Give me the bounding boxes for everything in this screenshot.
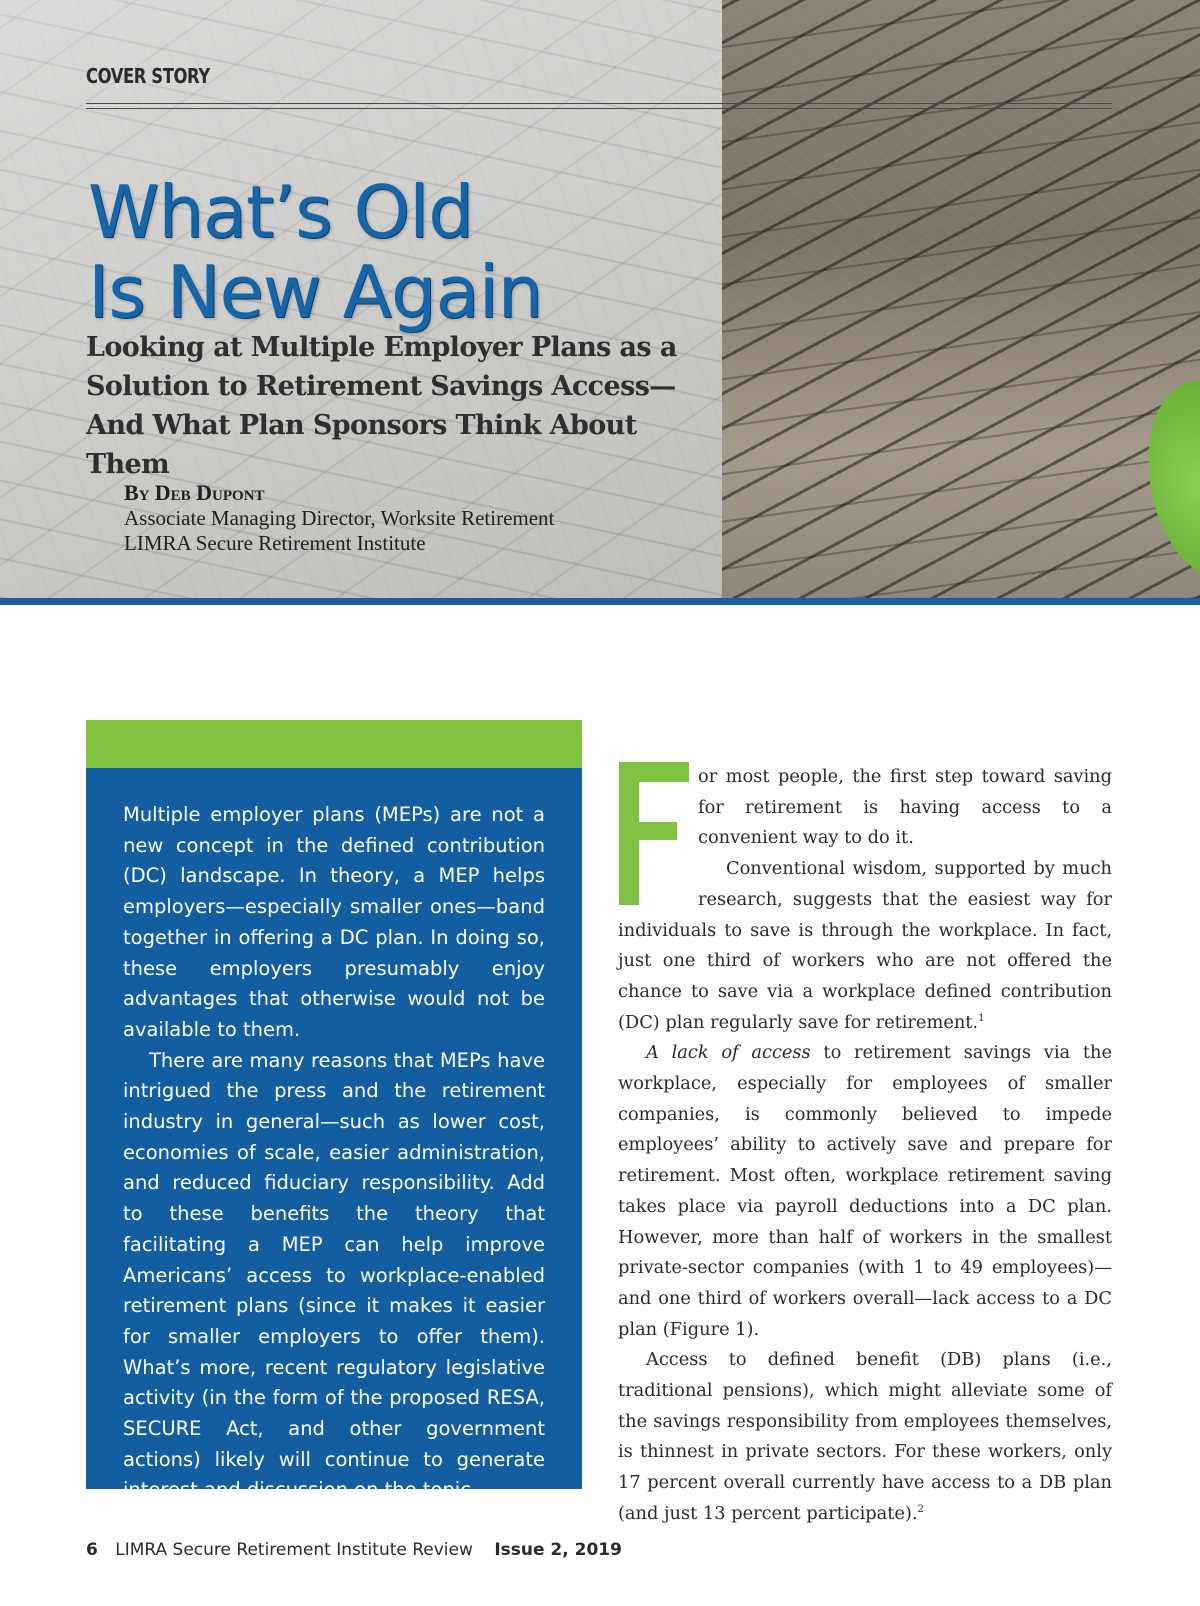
sidebar-paragraph: There are many reasons that MEPs have intrigued the press and the retirement industry in general—such as lower cost, economies of scale, easier administration, and reduced fiduciary responsibility. Add to these benefits the theory that facilitating a MEP can help improve Americans’ access to workplace-enabled retirement plans (since it makes it easier for smaller employers to offer them). What’s more, recent regulatory legislative activity (in the form of the proposed RESA, SECURE Act, and other government actions) likely will continue to generate interest and discussion on the topic. [123, 1048, 545, 1502]
body-text: Conventional wisdom, supported by much research, suggests that the easiest way for individuals to save is through the workplace. In fact, just one third of workers who are not offered the chance to save via a workplace defined contribution (DC) plan regularly save for retirement. [618, 858, 1112, 1033]
byline [124, 480, 554, 556]
page-footer [86, 1540, 622, 1560]
body-text: or most people, the first step toward saving for retirement is having access to a convenient way to do it. [698, 766, 1112, 849]
article-subtitle: Looking at Multiple Employer Plans as a Solution to Retirement Savings Access—And What Plan Sponsors Think About Them [86, 332, 677, 480]
page-number: 6 [86, 1540, 98, 1560]
title-line-1: What’s Old [88, 170, 473, 254]
byline-by: By [124, 480, 150, 505]
hero-banner [0, 0, 1200, 598]
author-role: Associate Managing Director, Worksite Retirement [124, 506, 555, 530]
footnote-ref: 2 [917, 1503, 924, 1515]
body-emphasis: A lack of access [646, 1042, 811, 1064]
drop-cap-space [618, 762, 698, 912]
sidebar-green-bar [86, 720, 582, 768]
author-name: Deb Dupont [154, 480, 265, 505]
kicker-rule [86, 103, 1112, 104]
publication-name: LIMRA Secure Retirement Institute Review [115, 1540, 473, 1560]
sidebar-text [123, 800, 545, 1506]
article-title [88, 172, 542, 332]
kicker-rule [86, 108, 1112, 109]
body-text: Access to defined benefit (DB) plans (i.e., traditional pensions), which might alleviate some of the savings responsibility from employees themselves, is thinnest in private sectors. For these workers, only 17 percent overall currently have access to a DB plan (and just 13 percent participate). [618, 1349, 1112, 1524]
footnote-ref: 1 [978, 1012, 985, 1024]
wood-texture-right [722, 0, 1200, 598]
body-paragraph [618, 1038, 1112, 1345]
article-body [618, 762, 1112, 1530]
body-paragraph [618, 1345, 1112, 1529]
issue-label: Issue 2, 2019 [494, 1540, 622, 1560]
author-org: LIMRA Secure Retirement Institute [124, 531, 426, 555]
body-text: to retirement savings via the workplace, especially for employees of smaller companies, is commonly believed to impede employees’ ability to actively save and prepare for retirement. Most often, workplace retirement saving takes place via payroll deductions into a DC plan. However, more than half of workers in the smallest private-sector companies (with 1 to 49 employees)—and one third of workers overall—lack access to a DC plan (Figure 1). [618, 1042, 1112, 1340]
hero-divider [0, 598, 1200, 605]
title-line-2: Is New Again [88, 250, 543, 334]
section-kicker: COVER STORY [86, 64, 210, 88]
sidebar-paragraph: Multiple employer plans (MEPs) are not a new concept in the defined contribution (DC) landscape. In theory, a MEP helps employers—especially smaller ones—band together in offering a DC plan. In doing so, these employers presumably enjoy advantages that otherwise would not be available to them. [123, 803, 545, 1041]
